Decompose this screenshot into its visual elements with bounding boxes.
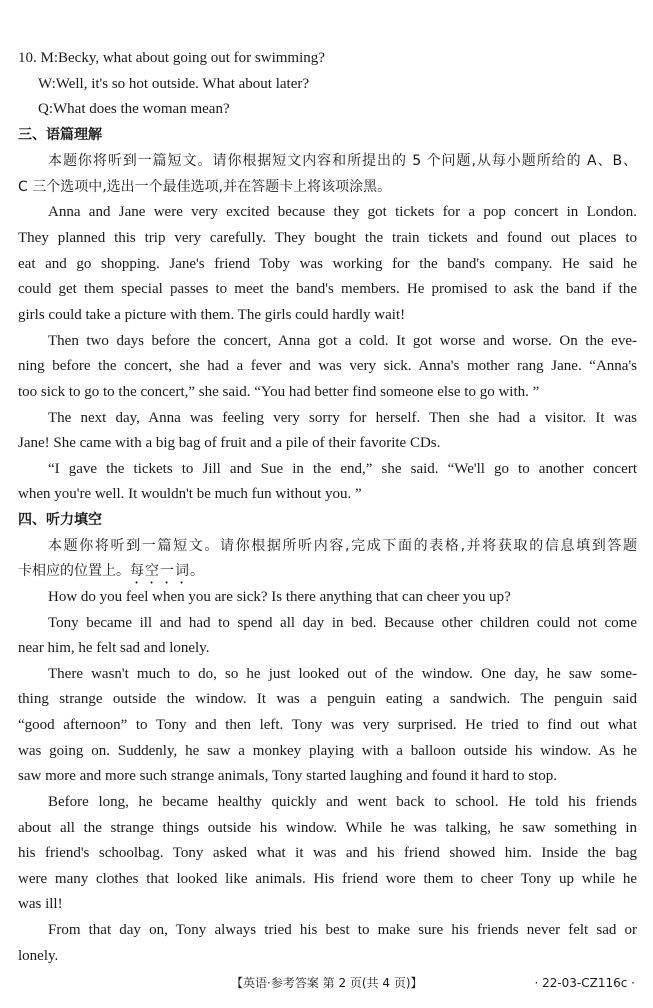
passage2-line: near him, he felt sad and lonely. [18, 640, 210, 656]
passage2-line: There wasn't much to do, so he just looked out of the window. One day, he saw some- [48, 666, 637, 682]
passage1-line: The next day, Anna was feeling very sorry for herself. Then she had a visitor. It was [48, 410, 637, 426]
passage1-line: girls could take a picture with them. The girls could hardly wait! [18, 307, 406, 323]
passage1-line: Jane! She came with a big bag of fruit and a pile of their favorite CDs. [18, 435, 441, 451]
passage1-line: They planned this trip very carefully. They bought the train tickets and found out places to [18, 230, 637, 246]
passage1-line: “I gave the tickets to Jill and Sue in the end,” she said. “We'll go to another concert [48, 461, 637, 477]
passage2-line: his friend's schoolbag. Tony asked what it was and his friend showed him. Inside the bag [18, 845, 637, 861]
passage1-line: eat and go shopping. Jane's friend Toby was working for the band's company. He said he [18, 256, 637, 272]
section4-instruction-1: 本题你将听到一篇短文。请你根据所听内容,完成下面的表格,并将获取的信息填到答题 [48, 538, 637, 554]
passage1-line: too sick to go to the concert,” she said. “You had better find someone else to go with. ” [18, 384, 540, 400]
section4-instruction-emphasis: 每空一词 [130, 563, 190, 579]
passage2-line: was going on. Suddenly, he saw a monkey playing with a balloon outside his window. As he [18, 743, 637, 759]
footer-page-info: 【英语·参考答案 第 2 页(共 4 页)】 [231, 976, 423, 990]
section3-instruction-2: C 三个选项中,选出一个最佳选项,并在答题卡上将该项涂黑。 [18, 179, 392, 195]
passage2-line: lonely. [18, 948, 59, 964]
passage2-line: How do you feel when you are sick? Is there anything that can cheer you up? [48, 589, 511, 605]
q10-woman-line: W:Well, it's so hot outside. What about later? [38, 76, 310, 92]
passage1-line: when you're well. It wouldn't be much fun without you. ” [18, 486, 362, 502]
footer-code: · 22-03-CZ116c · [534, 976, 635, 990]
section3-instruction-1: 本题你将听到一篇短文。请你根据短文内容和所提出的 5 个问题,从每小题所给的 A、B、 [48, 153, 637, 169]
section4-instruction-suffix: 。 [190, 563, 204, 579]
passage2-line: From that day on, Tony always tried his best to make sure his friends never felt sad or [48, 922, 637, 938]
passage1-line: could get them special passes to meet the band's members. He promised to ask the band if the [18, 281, 637, 297]
passage1-line: ning before the concert, she had a fever and was very sick. Anna's mother rang Jane. “Anna's [18, 358, 637, 374]
section4-instruction-prefix: 卡相应的位置上。 [18, 563, 130, 579]
q10-man-line: 10. M:Becky, what about going out for swimming? [18, 50, 325, 66]
section4-heading: 四、听力填空 [18, 512, 102, 528]
passage1-line: Anna and Jane were very excited because they got tickets for a pop concert in London. [48, 204, 637, 220]
passage2-line: “good afternoon” to Tony and then left. Tony was very surprised. He tried to find out what [18, 717, 637, 733]
passage2-line: about all the strange things outside his window. While he was talking, he saw something in [18, 820, 637, 836]
passage1-line: Then two days before the concert, Anna got a cold. It got worse and worse. On the eve- [48, 333, 637, 349]
passage2-line: were many clothes that looked like animals. His friend wore them to cheer Tony up while he [18, 871, 637, 887]
passage2-line: was ill! [18, 896, 63, 912]
passage2-line: Before long, he became healthy quickly and went back to school. He told his friends [48, 794, 637, 810]
passage2-line: Tony became ill and had to spend all day in bed. Because other children could not come [48, 615, 637, 631]
section4-instruction-2 [18, 558, 637, 584]
passage2-line: thing strange outside the window. It was a penguin eating a sandwich. The penguin said [18, 691, 637, 707]
q10-question-line: Q:What does the woman mean? [38, 101, 230, 117]
page-footer [0, 972, 653, 994]
section3-heading: 三、语篇理解 [18, 127, 102, 143]
passage2-line: saw more and more such strange animals, Tony started laughing and found it hard to stop. [18, 768, 557, 784]
